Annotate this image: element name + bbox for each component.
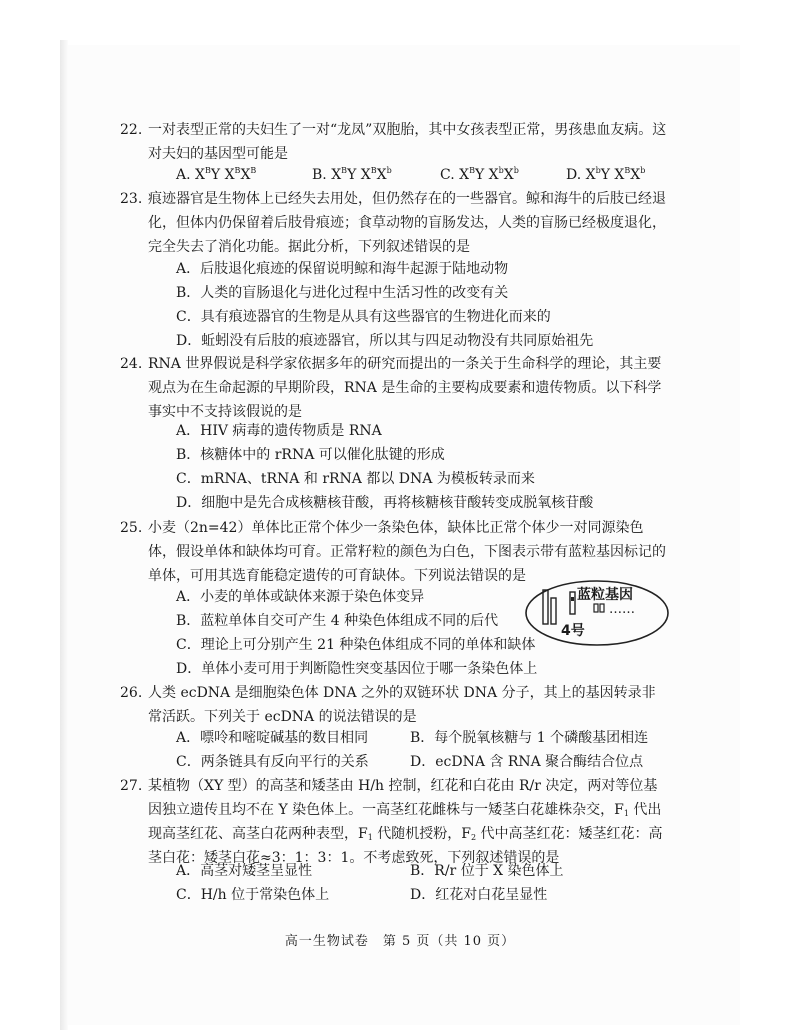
ellipsis-label: …… bbox=[609, 602, 635, 617]
option-26-a[interactable]: A．嘌呤和嘧啶碱基的数目相同 bbox=[176, 730, 369, 746]
option-27-c[interactable]: C．H/h 位于常染色体上 bbox=[176, 887, 330, 903]
option-25-a[interactable]: A．小麦的单体或缺体来源于染色体变异 bbox=[176, 589, 425, 605]
page-edge-shadow bbox=[60, 40, 68, 1030]
option-27-d[interactable]: D．红花对白花呈显性 bbox=[410, 887, 548, 903]
option-22-d[interactable]: D. $X^bY$ $X^BX^b$ bbox=[566, 166, 646, 183]
option-23-d[interactable]: D．蚯蚓没有后肢的痕迹器官，所以其与四足动物没有共同原始祖先 bbox=[176, 333, 594, 349]
option-22-b[interactable]: B. $X^BY$ $X^BX^b$ bbox=[312, 166, 392, 183]
question-27 bbox=[120, 774, 668, 870]
option-23-a[interactable]: A．后肢退化痕迹的保留说明鲸和海牛起源于陆地动物 bbox=[176, 261, 509, 277]
gene-label: 蓝粒基因 bbox=[577, 587, 633, 603]
question-stem: 小麦（2n=42）单体比正常个体少一条染色体，缺体比正常个体少一对同源染色体，假设单体和缺体均可育。正常籽粒的颜色为白色，下图表示带有蓝粒基因标记的单体，可用其选育能稳定遗传的可育缺体。下列说法错误的是 bbox=[148, 520, 666, 584]
option-23-b[interactable]: B．人类的盲肠退化与进化过程中生活习性的改变有关 bbox=[176, 285, 509, 301]
question-stem: 某植物（XY 型）的高茎和矮茎由 H/h 控制，红花和白花由 R/r 决定，两对等位基因独立遗传且均不在 Y 染色体上。一高茎红花雌株与一矮茎白花雄株杂交，$F_1$ 代出现高茎红花、高茎白花两种表型，$F_1$ 代随机授粉，$F_2$ 代中高茎红花：矮茎红花：高茎白花：矮茎白花≈3：1：3：1。不考虑致死，下列叙述错误的是 bbox=[148, 778, 663, 866]
option-24-d[interactable]: D．细胞中是先合成核糖核苷酸，再将核糖核苷酸转变成脱氧核苷酸 bbox=[176, 495, 594, 511]
question-stem: RNA 世界假说是科学家依据多年的研究而提出的一条关于生命科学的理论，其主要观点为在生命起源的早期阶段，RNA 是生命的主要构成要素和遗传物质。以下科学事实中不支持该假说的是 bbox=[148, 356, 662, 420]
option-26-b[interactable]: B．每个脱氧核糖与 1 个磷酸基团相连 bbox=[410, 730, 649, 746]
option-22-c[interactable]: C. $X^BY$ $X^bX^b$ bbox=[440, 166, 519, 183]
option-26-c[interactable]: C．两条链具有反向平行的关系 bbox=[176, 754, 369, 770]
question-stem: 痕迹器官是生物体上已经失去用处，但仍然存在的一些器官。鲸和海牛的后肢已经退化，但体内仍保留着后肢骨痕迹；食草动物的盲肠发达，人类的盲肠已经极度退化，完全失去了消化功能。据此分析，下列叙述错误的是 bbox=[148, 191, 666, 255]
option-27-a[interactable]: A．高茎对矮茎呈显性 bbox=[176, 863, 313, 879]
question-number: 26. bbox=[120, 685, 143, 701]
option-25-b[interactable]: B．蓝粒单体自交可产生 4 种染色体组成不同的后代 bbox=[176, 613, 499, 629]
option-27-b[interactable]: B．R/r 位于 X 染色体上 bbox=[410, 863, 564, 879]
option-23-c[interactable]: C．具有痕迹器官的生物是从具有这些器官的生物进化而来的 bbox=[176, 309, 551, 325]
question-26 bbox=[120, 681, 668, 729]
question-23 bbox=[120, 187, 668, 259]
option-25-c[interactable]: C．理论上可分别产生 21 种染色体组成不同的单体和缺体 bbox=[176, 637, 536, 653]
question-number: 23. bbox=[120, 191, 143, 207]
option-24-c[interactable]: C．mRNA、tRNA 和 rRNA 都以 DNA 为模板转录而来 bbox=[176, 471, 535, 487]
question-stem: 一对表型正常的夫妇生了一对“龙凤”双胞胎，其中女孩表型正常，男孩患血友病。这对夫妇的基因型可能是 bbox=[148, 122, 667, 162]
page-footer: 高一生物试卷 第 5 页（共 10 页） bbox=[284, 934, 516, 949]
question-stem: 人类 ecDNA 是细胞染色体 DNA 之外的双链环状 DNA 分子，其上的基因转录非常活跃。下列关于 ecDNA 的说法错误的是 bbox=[148, 685, 656, 725]
question-number: 22. bbox=[120, 122, 143, 138]
option-24-b[interactable]: B．核糖体中的 rRNA 可以催化肽键的形成 bbox=[176, 447, 445, 463]
option-24-a[interactable]: A．HIV 病毒的遗传物质是 RNA bbox=[176, 423, 382, 439]
chromosome-figure bbox=[523, 578, 671, 648]
option-22-a[interactable]: A. $X^BY$ $X^BX^B$ bbox=[176, 166, 257, 183]
chromosome-number-label: 4号 bbox=[561, 623, 585, 639]
question-number: 25. bbox=[120, 520, 143, 536]
option-25-d[interactable]: D．单体小麦可用于判断隐性突变基因位于哪一条染色体上 bbox=[176, 661, 538, 677]
question-24 bbox=[120, 352, 668, 424]
question-number: 24. bbox=[120, 356, 143, 372]
option-26-d[interactable]: D．ecDNA 含 RNA 聚合酶结合位点 bbox=[410, 754, 644, 770]
question-22 bbox=[120, 118, 668, 166]
question-number: 27. bbox=[120, 778, 143, 794]
